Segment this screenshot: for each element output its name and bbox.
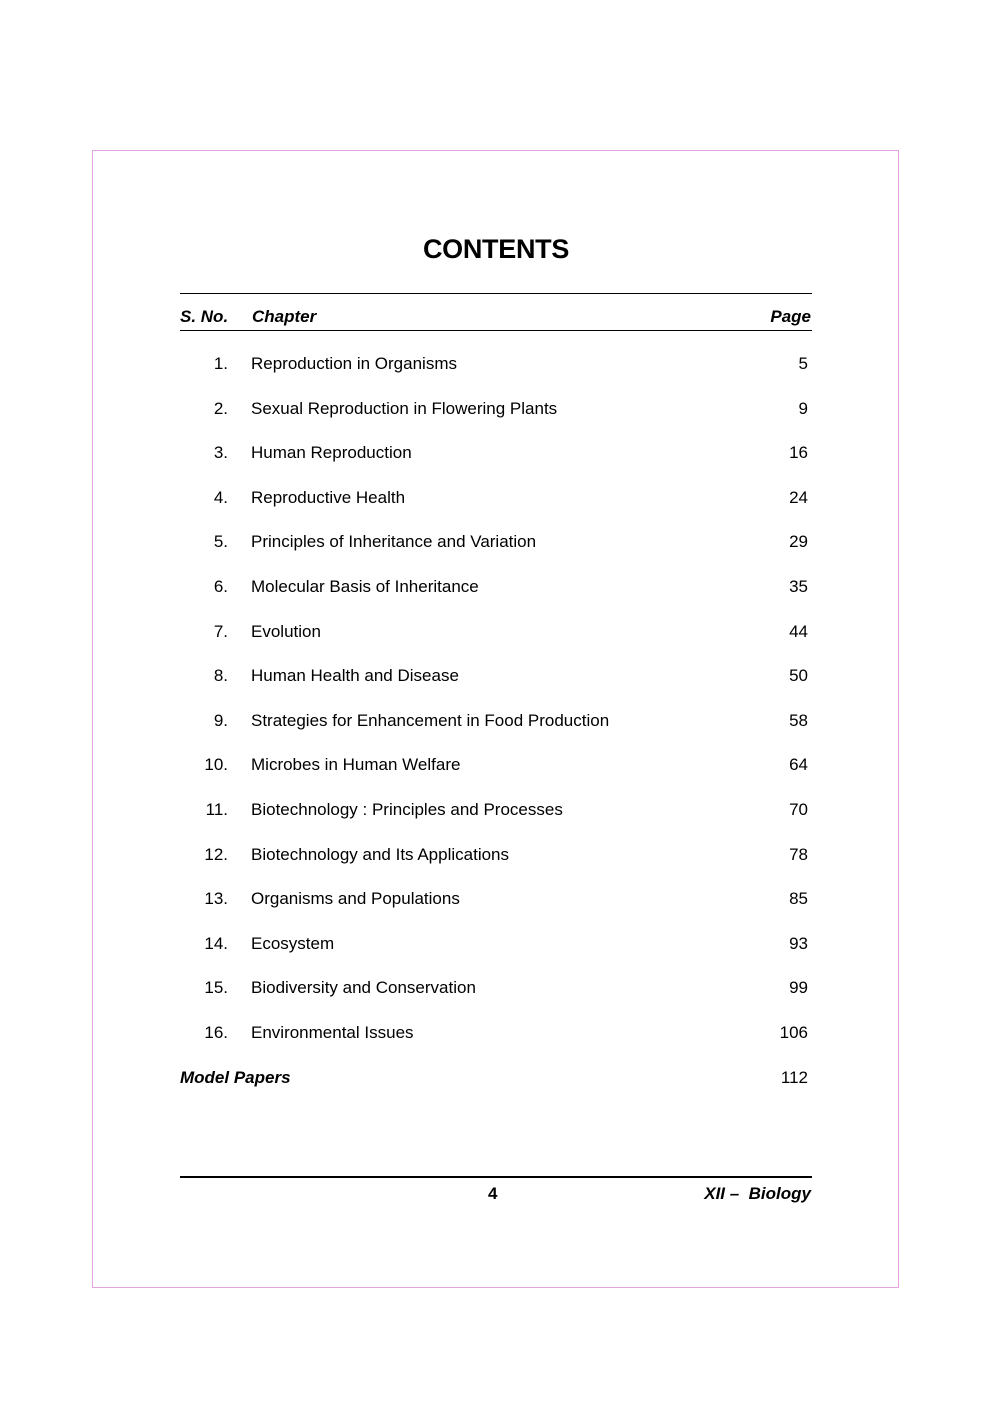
chapter-title: Reproductive Health bbox=[251, 487, 406, 507]
chapter-page: 35 bbox=[789, 576, 808, 596]
contents-row bbox=[180, 610, 812, 655]
chapter-number: 10. bbox=[204, 755, 228, 775]
chapter-page: 58 bbox=[789, 710, 808, 730]
chapter-title: Organisms and Populations bbox=[251, 889, 460, 909]
chapter-page: 50 bbox=[789, 666, 808, 686]
chapter-page: 99 bbox=[789, 978, 808, 998]
header-bottom-rule bbox=[180, 330, 812, 331]
chapter-title: Human Reproduction bbox=[251, 443, 412, 463]
chapter-page: 93 bbox=[789, 933, 808, 953]
chapter-title: Biodiversity and Conservation bbox=[251, 978, 476, 998]
chapter-number: 5. bbox=[213, 532, 228, 552]
chapter-page: 44 bbox=[789, 621, 808, 641]
chapter-title: Ecosystem bbox=[251, 933, 335, 953]
footer-book-title: XII – Biology bbox=[704, 1184, 811, 1203]
chapter-number: 1. bbox=[213, 354, 228, 373]
chapter-number: 11. bbox=[205, 799, 228, 819]
chapter-title: Principles of Inheritance and Variation bbox=[251, 532, 537, 552]
contents-row bbox=[180, 699, 812, 744]
chapter-number: 2. bbox=[213, 398, 228, 418]
chapter-title: Environmental Issues bbox=[251, 1022, 414, 1042]
chapter-title: Microbes in Human Welfare bbox=[251, 755, 461, 775]
contents-row bbox=[180, 520, 812, 565]
chapter-number: 13. bbox=[204, 889, 228, 909]
chapter-number: 9. bbox=[213, 710, 228, 730]
model-papers-page: 112 bbox=[780, 1068, 808, 1087]
contents-row bbox=[180, 922, 812, 967]
chapter-title: Sexual Reproduction in Flowering Plants bbox=[251, 398, 558, 418]
chapter-page: 9 bbox=[798, 398, 808, 418]
contents-row bbox=[180, 476, 812, 521]
chapter-number: 16. bbox=[204, 1022, 228, 1042]
chapter-page: 29 bbox=[789, 532, 808, 552]
footer-page-number: 4 bbox=[488, 1184, 498, 1203]
chapter-title: Strategies for Enhancement in Food Production bbox=[251, 710, 610, 730]
chapter-page: 16 bbox=[789, 443, 808, 463]
chapter-number: 4. bbox=[213, 487, 228, 507]
column-header-sno: S. No. bbox=[180, 307, 229, 326]
contents-row bbox=[180, 342, 812, 387]
chapter-title: Evolution bbox=[251, 621, 321, 641]
contents-row bbox=[180, 431, 812, 476]
chapter-page: 78 bbox=[789, 844, 808, 864]
column-header-chapter: Chapter bbox=[252, 307, 317, 326]
chapter-page: 70 bbox=[789, 799, 808, 819]
chapter-page: 106 bbox=[779, 1022, 808, 1042]
chapter-title: Human Health and Disease bbox=[251, 666, 459, 686]
chapter-number: 3. bbox=[213, 443, 228, 463]
contents-row bbox=[180, 833, 812, 878]
contents-row bbox=[180, 788, 812, 833]
footer-rule bbox=[180, 1176, 812, 1178]
contents-row bbox=[180, 565, 812, 610]
page-title: CONTENTS bbox=[422, 234, 570, 264]
contents-row bbox=[180, 1011, 812, 1056]
chapter-number: 8. bbox=[213, 666, 228, 686]
contents-row bbox=[180, 654, 812, 699]
contents-list bbox=[180, 342, 812, 1056]
chapter-number: 12. bbox=[204, 844, 228, 864]
contents-row bbox=[180, 387, 812, 432]
chapter-page: 5 bbox=[798, 354, 808, 373]
chapter-number: 14. bbox=[204, 933, 228, 953]
contents-row bbox=[180, 966, 812, 1011]
chapter-number: 7. bbox=[213, 621, 228, 641]
chapter-title: Biotechnology : Principles and Processes bbox=[251, 799, 563, 819]
chapter-number: 6. bbox=[213, 576, 228, 596]
contents-row bbox=[180, 877, 812, 922]
model-papers-label: Model Papers bbox=[180, 1068, 291, 1087]
header-top-rule bbox=[180, 293, 812, 294]
chapter-number: 15. bbox=[204, 978, 228, 998]
contents-row bbox=[180, 743, 812, 788]
chapter-page: 85 bbox=[789, 889, 808, 909]
column-header-page: Page bbox=[770, 307, 811, 326]
chapter-page: 24 bbox=[789, 487, 808, 507]
chapter-title: Reproduction in Organisms bbox=[251, 354, 457, 373]
chapter-title: Biotechnology and Its Applications bbox=[251, 844, 510, 864]
chapter-page: 64 bbox=[789, 755, 808, 775]
chapter-title: Molecular Basis of Inheritance bbox=[251, 576, 479, 596]
